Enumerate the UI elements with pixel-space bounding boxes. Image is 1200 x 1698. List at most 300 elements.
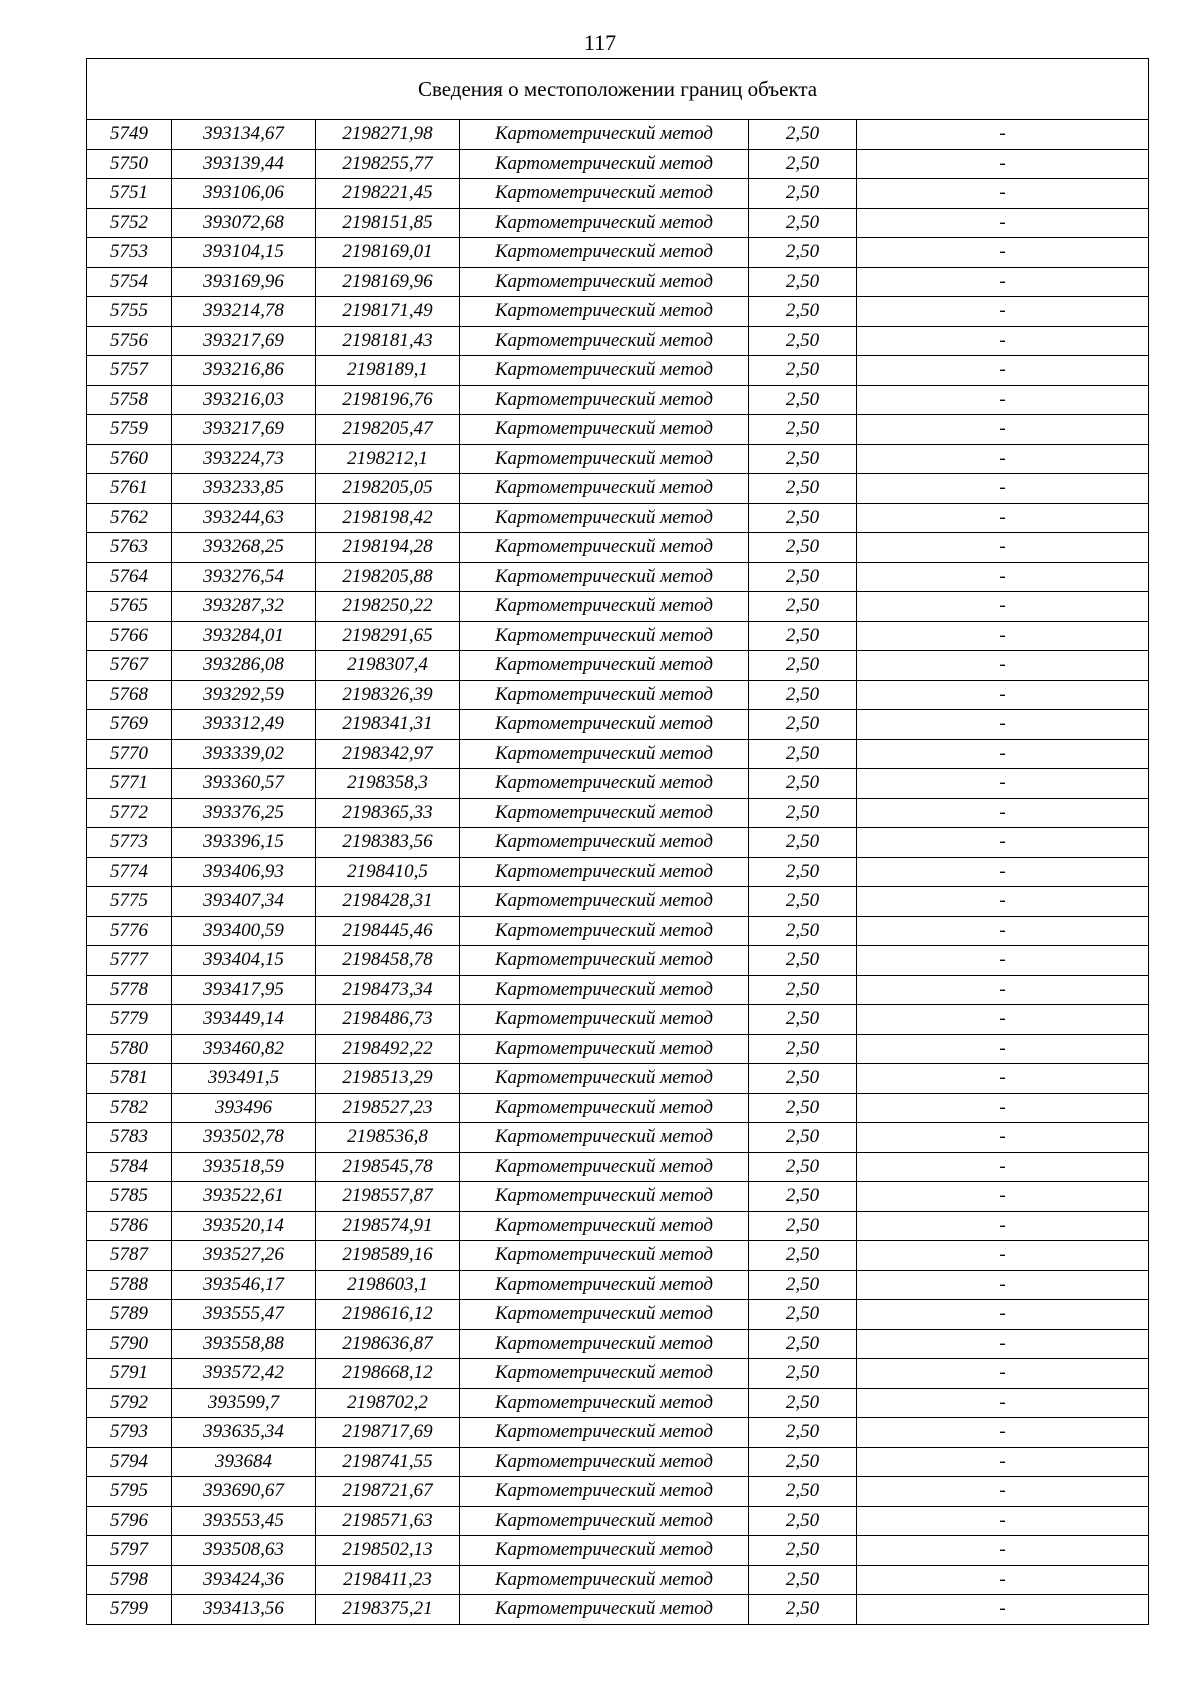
cell-point-number: 5778 (87, 975, 172, 1005)
cell-description: - (857, 621, 1149, 651)
cell-x-coordinate: 393417,95 (172, 975, 316, 1005)
table-row (87, 120, 1149, 150)
cell-method: Картометрический метод (460, 1300, 749, 1330)
cell-description: - (857, 769, 1149, 799)
cell-accuracy: 2,50 (749, 651, 857, 681)
cell-method: Картометрический метод (460, 208, 749, 238)
cell-x-coordinate: 393635,34 (172, 1418, 316, 1448)
table-row (87, 1418, 1149, 1448)
cell-description: - (857, 1388, 1149, 1418)
cell-description: - (857, 179, 1149, 209)
cell-method: Картометрический метод (460, 1034, 749, 1064)
cell-x-coordinate: 393460,82 (172, 1034, 316, 1064)
cell-point-number: 5767 (87, 651, 172, 681)
cell-x-coordinate: 393286,08 (172, 651, 316, 681)
table-row (87, 1447, 1149, 1477)
cell-y-coordinate: 2198668,12 (316, 1359, 460, 1389)
cell-method: Картометрический метод (460, 385, 749, 415)
cell-point-number: 5787 (87, 1241, 172, 1271)
cell-description: - (857, 651, 1149, 681)
cell-point-number: 5784 (87, 1152, 172, 1182)
table-row (87, 621, 1149, 651)
cell-x-coordinate: 393508,63 (172, 1536, 316, 1566)
cell-description: - (857, 356, 1149, 386)
cell-accuracy: 2,50 (749, 1595, 857, 1625)
cell-accuracy: 2,50 (749, 297, 857, 327)
cell-point-number: 5753 (87, 238, 172, 268)
cell-accuracy: 2,50 (749, 1064, 857, 1094)
cell-point-number: 5799 (87, 1595, 172, 1625)
cell-description: - (857, 887, 1149, 917)
table-row (87, 415, 1149, 445)
cell-point-number: 5792 (87, 1388, 172, 1418)
cell-description: - (857, 1300, 1149, 1330)
cell-accuracy: 2,50 (749, 857, 857, 887)
cell-accuracy: 2,50 (749, 208, 857, 238)
cell-y-coordinate: 2198473,34 (316, 975, 460, 1005)
cell-point-number: 5762 (87, 503, 172, 533)
cell-description: - (857, 592, 1149, 622)
table-row (87, 208, 1149, 238)
cell-x-coordinate: 393287,32 (172, 592, 316, 622)
table-row (87, 267, 1149, 297)
table-row (87, 798, 1149, 828)
cell-y-coordinate: 2198342,97 (316, 739, 460, 769)
cell-y-coordinate: 2198307,4 (316, 651, 460, 681)
table-row (87, 385, 1149, 415)
cell-description: - (857, 946, 1149, 976)
cell-accuracy: 2,50 (749, 1565, 857, 1595)
cell-y-coordinate: 2198445,46 (316, 916, 460, 946)
cell-x-coordinate: 393400,59 (172, 916, 316, 946)
cell-x-coordinate: 393216,86 (172, 356, 316, 386)
cell-point-number: 5750 (87, 149, 172, 179)
cell-description: - (857, 680, 1149, 710)
cell-x-coordinate: 393224,73 (172, 444, 316, 474)
cell-method: Картометрический метод (460, 651, 749, 681)
cell-accuracy: 2,50 (749, 887, 857, 917)
cell-point-number: 5764 (87, 562, 172, 592)
cell-accuracy: 2,50 (749, 1506, 857, 1536)
cell-x-coordinate: 393424,36 (172, 1565, 316, 1595)
cell-y-coordinate: 2198151,85 (316, 208, 460, 238)
cell-method: Картометрический метод (460, 120, 749, 150)
cell-x-coordinate: 393217,69 (172, 415, 316, 445)
cell-method: Картометрический метод (460, 592, 749, 622)
cell-y-coordinate: 2198571,63 (316, 1506, 460, 1536)
table-row (87, 444, 1149, 474)
cell-y-coordinate: 2198205,47 (316, 415, 460, 445)
cell-method: Картометрический метод (460, 356, 749, 386)
cell-accuracy: 2,50 (749, 739, 857, 769)
page-number: 117 (583, 30, 617, 55)
cell-x-coordinate: 393139,44 (172, 149, 316, 179)
cell-x-coordinate: 393572,42 (172, 1359, 316, 1389)
cell-method: Картометрический метод (460, 975, 749, 1005)
cell-point-number: 5777 (87, 946, 172, 976)
cell-description: - (857, 149, 1149, 179)
cell-description: - (857, 238, 1149, 268)
table-title: Сведения о местоположении границ объекта (87, 59, 1149, 120)
cell-description: - (857, 120, 1149, 150)
cell-point-number: 5785 (87, 1182, 172, 1212)
cell-x-coordinate: 393214,78 (172, 297, 316, 327)
cell-accuracy: 2,50 (749, 356, 857, 386)
cell-point-number: 5758 (87, 385, 172, 415)
cell-x-coordinate: 393217,69 (172, 326, 316, 356)
cell-accuracy: 2,50 (749, 1241, 857, 1271)
cell-description: - (857, 1093, 1149, 1123)
table-row (87, 710, 1149, 740)
cell-point-number: 5798 (87, 1565, 172, 1595)
table-row (87, 857, 1149, 887)
cell-x-coordinate: 393284,01 (172, 621, 316, 651)
cell-y-coordinate: 2198383,56 (316, 828, 460, 858)
cell-method: Картометрический метод (460, 1241, 749, 1271)
cell-x-coordinate: 393406,93 (172, 857, 316, 887)
cell-y-coordinate: 2198341,31 (316, 710, 460, 740)
cell-description: - (857, 739, 1149, 769)
cell-method: Картометрический метод (460, 1182, 749, 1212)
table-row (87, 592, 1149, 622)
table-row (87, 828, 1149, 858)
table-row (87, 297, 1149, 327)
cell-description: - (857, 1329, 1149, 1359)
cell-point-number: 5755 (87, 297, 172, 327)
table-row (87, 1359, 1149, 1389)
cell-y-coordinate: 2198326,39 (316, 680, 460, 710)
cell-method: Картометрический метод (460, 1536, 749, 1566)
cell-point-number: 5751 (87, 179, 172, 209)
cell-x-coordinate: 393449,14 (172, 1005, 316, 1035)
cell-description: - (857, 562, 1149, 592)
cell-method: Картометрический метод (460, 1152, 749, 1182)
cell-point-number: 5794 (87, 1447, 172, 1477)
cell-accuracy: 2,50 (749, 1152, 857, 1182)
cell-method: Картометрический метод (460, 916, 749, 946)
cell-method: Картометрический метод (460, 444, 749, 474)
cell-y-coordinate: 2198502,13 (316, 1536, 460, 1566)
cell-accuracy: 2,50 (749, 828, 857, 858)
cell-description: - (857, 326, 1149, 356)
cell-accuracy: 2,50 (749, 444, 857, 474)
cell-description: - (857, 208, 1149, 238)
table-row (87, 149, 1149, 179)
cell-y-coordinate: 2198603,1 (316, 1270, 460, 1300)
table-row (87, 1241, 1149, 1271)
cell-y-coordinate: 2198291,65 (316, 621, 460, 651)
table-row (87, 946, 1149, 976)
cell-x-coordinate: 393276,54 (172, 562, 316, 592)
cell-method: Картометрический метод (460, 769, 749, 799)
cell-y-coordinate: 2198513,29 (316, 1064, 460, 1094)
cell-method: Картометрический метод (460, 1506, 749, 1536)
cell-method: Картометрический метод (460, 1565, 749, 1595)
cell-point-number: 5783 (87, 1123, 172, 1153)
table-row (87, 680, 1149, 710)
cell-x-coordinate: 393599,7 (172, 1388, 316, 1418)
cell-description: - (857, 710, 1149, 740)
table-row (87, 179, 1149, 209)
cell-accuracy: 2,50 (749, 326, 857, 356)
cell-method: Картометрический метод (460, 828, 749, 858)
cell-x-coordinate: 393546,17 (172, 1270, 316, 1300)
cell-point-number: 5765 (87, 592, 172, 622)
cell-y-coordinate: 2198365,33 (316, 798, 460, 828)
cell-point-number: 5763 (87, 533, 172, 563)
cell-y-coordinate: 2198358,3 (316, 769, 460, 799)
cell-method: Картометрический метод (460, 887, 749, 917)
table-row (87, 1064, 1149, 1094)
table-row (87, 474, 1149, 504)
table-row (87, 916, 1149, 946)
cell-description: - (857, 503, 1149, 533)
cell-x-coordinate: 393413,56 (172, 1595, 316, 1625)
cell-point-number: 5771 (87, 769, 172, 799)
cell-method: Картометрический метод (460, 474, 749, 504)
cell-point-number: 5757 (87, 356, 172, 386)
cell-method: Картометрический метод (460, 1005, 749, 1035)
cell-description: - (857, 415, 1149, 445)
cell-x-coordinate: 393407,34 (172, 887, 316, 917)
cell-description: - (857, 1565, 1149, 1595)
cell-description: - (857, 1506, 1149, 1536)
table-row (87, 238, 1149, 268)
cell-x-coordinate: 393312,49 (172, 710, 316, 740)
cell-accuracy: 2,50 (749, 1329, 857, 1359)
cell-y-coordinate: 2198717,69 (316, 1418, 460, 1448)
cell-description: - (857, 297, 1149, 327)
cell-accuracy: 2,50 (749, 149, 857, 179)
cell-method: Картометрический метод (460, 533, 749, 563)
table-row (87, 651, 1149, 681)
cell-point-number: 5775 (87, 887, 172, 917)
cell-accuracy: 2,50 (749, 916, 857, 946)
table-row (87, 1565, 1149, 1595)
cell-accuracy: 2,50 (749, 710, 857, 740)
cell-accuracy: 2,50 (749, 1182, 857, 1212)
cell-accuracy: 2,50 (749, 562, 857, 592)
cell-y-coordinate: 2198428,31 (316, 887, 460, 917)
cell-method: Картометрический метод (460, 710, 749, 740)
cell-y-coordinate: 2198196,76 (316, 385, 460, 415)
cell-method: Картометрический метод (460, 1477, 749, 1507)
table-row (87, 1388, 1149, 1418)
cell-y-coordinate: 2198636,87 (316, 1329, 460, 1359)
cell-description: - (857, 533, 1149, 563)
cell-accuracy: 2,50 (749, 946, 857, 976)
cell-x-coordinate: 393169,96 (172, 267, 316, 297)
cell-x-coordinate: 393518,59 (172, 1152, 316, 1182)
cell-description: - (857, 1182, 1149, 1212)
cell-x-coordinate: 393558,88 (172, 1329, 316, 1359)
cell-x-coordinate: 393134,67 (172, 120, 316, 150)
cell-method: Картометрический метод (460, 1359, 749, 1389)
cell-method: Картометрический метод (460, 1418, 749, 1448)
cell-x-coordinate: 393527,26 (172, 1241, 316, 1271)
cell-x-coordinate: 393496 (172, 1093, 316, 1123)
cell-point-number: 5756 (87, 326, 172, 356)
table-row (87, 1536, 1149, 1566)
cell-x-coordinate: 393684 (172, 1447, 316, 1477)
cell-method: Картометрический метод (460, 798, 749, 828)
table-body (87, 59, 1149, 1625)
cell-method: Картометрический метод (460, 621, 749, 651)
cell-point-number: 5786 (87, 1211, 172, 1241)
cell-x-coordinate: 393216,03 (172, 385, 316, 415)
cell-method: Картометрический метод (460, 415, 749, 445)
cell-accuracy: 2,50 (749, 385, 857, 415)
cell-accuracy: 2,50 (749, 1359, 857, 1389)
cell-method: Картометрический метод (460, 562, 749, 592)
cell-x-coordinate: 393106,06 (172, 179, 316, 209)
cell-point-number: 5796 (87, 1506, 172, 1536)
cell-description: - (857, 1536, 1149, 1566)
cell-x-coordinate: 393268,25 (172, 533, 316, 563)
cell-x-coordinate: 393520,14 (172, 1211, 316, 1241)
cell-y-coordinate: 2198557,87 (316, 1182, 460, 1212)
table-row (87, 326, 1149, 356)
table-row (87, 1477, 1149, 1507)
cell-description: - (857, 1064, 1149, 1094)
table-row (87, 1211, 1149, 1241)
cell-description: - (857, 1152, 1149, 1182)
cell-method: Картометрический метод (460, 1595, 749, 1625)
cell-accuracy: 2,50 (749, 1536, 857, 1566)
cell-y-coordinate: 2198702,2 (316, 1388, 460, 1418)
cell-x-coordinate: 393502,78 (172, 1123, 316, 1153)
cell-y-coordinate: 2198574,91 (316, 1211, 460, 1241)
cell-accuracy: 2,50 (749, 120, 857, 150)
cell-description: - (857, 1447, 1149, 1477)
cell-description: - (857, 444, 1149, 474)
cell-x-coordinate: 393690,67 (172, 1477, 316, 1507)
cell-x-coordinate: 393360,57 (172, 769, 316, 799)
cell-accuracy: 2,50 (749, 592, 857, 622)
table-row (87, 1182, 1149, 1212)
cell-point-number: 5788 (87, 1270, 172, 1300)
cell-point-number: 5759 (87, 415, 172, 445)
cell-method: Картометрический метод (460, 1064, 749, 1094)
cell-y-coordinate: 2198721,67 (316, 1477, 460, 1507)
cell-method: Картометрический метод (460, 179, 749, 209)
cell-y-coordinate: 2198169,01 (316, 238, 460, 268)
cell-accuracy: 2,50 (749, 503, 857, 533)
cell-description: - (857, 1241, 1149, 1271)
cell-accuracy: 2,50 (749, 1447, 857, 1477)
cell-point-number: 5795 (87, 1477, 172, 1507)
cell-description: - (857, 1270, 1149, 1300)
cell-point-number: 5789 (87, 1300, 172, 1330)
cell-x-coordinate: 393376,25 (172, 798, 316, 828)
cell-x-coordinate: 393555,47 (172, 1300, 316, 1330)
cell-description: - (857, 385, 1149, 415)
boundary-coordinates-table (86, 58, 1149, 1625)
table-row (87, 1005, 1149, 1035)
cell-y-coordinate: 2198589,16 (316, 1241, 460, 1271)
cell-y-coordinate: 2198198,42 (316, 503, 460, 533)
cell-point-number: 5773 (87, 828, 172, 858)
cell-x-coordinate: 393244,63 (172, 503, 316, 533)
cell-point-number: 5772 (87, 798, 172, 828)
cell-accuracy: 2,50 (749, 267, 857, 297)
cell-accuracy: 2,50 (749, 798, 857, 828)
cell-method: Картометрический метод (460, 238, 749, 268)
cell-y-coordinate: 2198616,12 (316, 1300, 460, 1330)
table-header-row (87, 59, 1149, 120)
cell-accuracy: 2,50 (749, 1388, 857, 1418)
table-row (87, 887, 1149, 917)
cell-accuracy: 2,50 (749, 621, 857, 651)
cell-point-number: 5774 (87, 857, 172, 887)
cell-x-coordinate: 393233,85 (172, 474, 316, 504)
cell-y-coordinate: 2198171,49 (316, 297, 460, 327)
cell-description: - (857, 1595, 1149, 1625)
cell-y-coordinate: 2198271,98 (316, 120, 460, 150)
cell-method: Картометрический метод (460, 739, 749, 769)
cell-y-coordinate: 2198181,43 (316, 326, 460, 356)
cell-y-coordinate: 2198212,1 (316, 444, 460, 474)
cell-description: - (857, 474, 1149, 504)
cell-y-coordinate: 2198411,23 (316, 1565, 460, 1595)
table-row (87, 769, 1149, 799)
cell-y-coordinate: 2198221,45 (316, 179, 460, 209)
cell-method: Картометрический метод (460, 1270, 749, 1300)
cell-description: - (857, 916, 1149, 946)
cell-x-coordinate: 393396,15 (172, 828, 316, 858)
cell-point-number: 5766 (87, 621, 172, 651)
cell-x-coordinate: 393292,59 (172, 680, 316, 710)
cell-y-coordinate: 2198169,96 (316, 267, 460, 297)
cell-y-coordinate: 2198545,78 (316, 1152, 460, 1182)
cell-description: - (857, 1418, 1149, 1448)
cell-y-coordinate: 2198536,8 (316, 1123, 460, 1153)
cell-y-coordinate: 2198458,78 (316, 946, 460, 976)
cell-point-number: 5781 (87, 1064, 172, 1094)
cell-point-number: 5770 (87, 739, 172, 769)
cell-x-coordinate: 393404,15 (172, 946, 316, 976)
cell-x-coordinate: 393522,61 (172, 1182, 316, 1212)
cell-method: Картометрический метод (460, 1123, 749, 1153)
cell-point-number: 5749 (87, 120, 172, 150)
table-row (87, 1270, 1149, 1300)
cell-method: Картометрический метод (460, 1093, 749, 1123)
table-row (87, 1595, 1149, 1625)
cell-point-number: 5790 (87, 1329, 172, 1359)
table-row (87, 356, 1149, 386)
cell-x-coordinate: 393072,68 (172, 208, 316, 238)
cell-accuracy: 2,50 (749, 1418, 857, 1448)
table-row (87, 1300, 1149, 1330)
cell-point-number: 5780 (87, 1034, 172, 1064)
cell-accuracy: 2,50 (749, 179, 857, 209)
table-row (87, 975, 1149, 1005)
cell-accuracy: 2,50 (749, 474, 857, 504)
cell-y-coordinate: 2198492,22 (316, 1034, 460, 1064)
cell-point-number: 5760 (87, 444, 172, 474)
table-row (87, 562, 1149, 592)
table-row (87, 1093, 1149, 1123)
cell-accuracy: 2,50 (749, 769, 857, 799)
cell-description: - (857, 1123, 1149, 1153)
cell-method: Картометрический метод (460, 946, 749, 976)
table-row (87, 503, 1149, 533)
cell-method: Картометрический метод (460, 267, 749, 297)
cell-method: Картометрический метод (460, 1388, 749, 1418)
cell-method: Картометрический метод (460, 297, 749, 327)
table-row (87, 1329, 1149, 1359)
cell-y-coordinate: 2198741,55 (316, 1447, 460, 1477)
